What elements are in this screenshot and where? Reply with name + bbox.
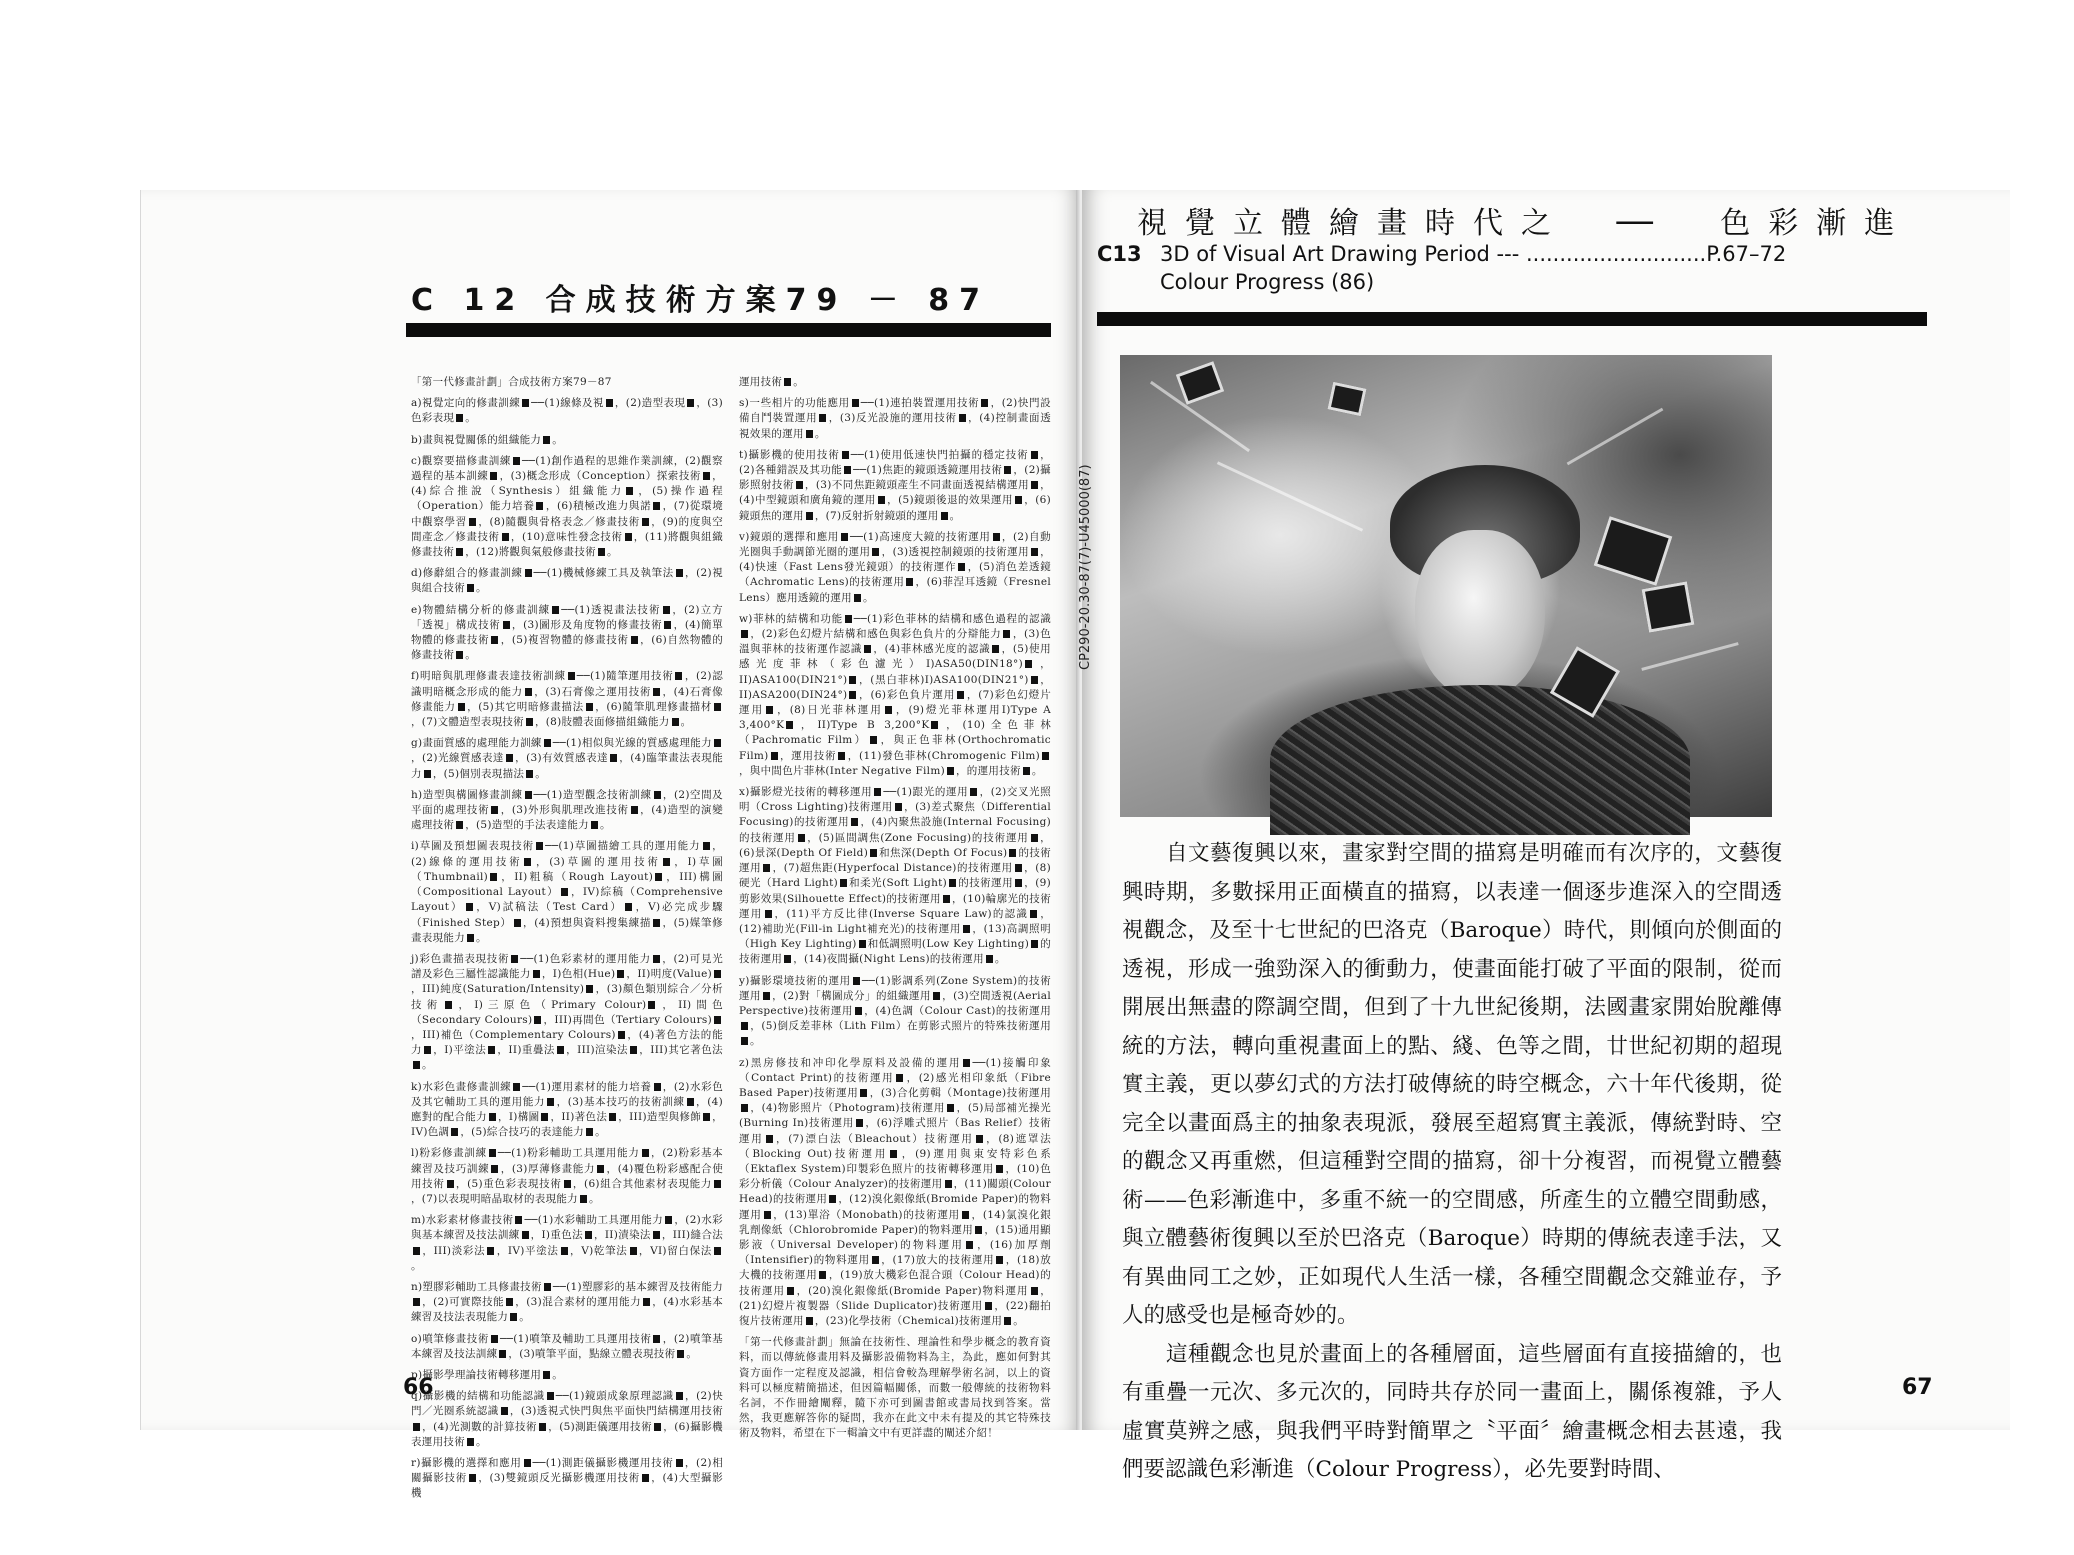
column-paragraph: t)攝影機的使用技術 ──(1)使用低速快門拍攝的穩定技術 ，(2)各種錯誤及其功能 ──(1)焦距的鏡頭透鏡運用技術 ，(2)攝影照射技術 ，(3)不同焦距鏡頭產生不同畫面透視結構運用 ，(4)中型鏡頭和廣角鏡的運用 ，(5)鏡頭後退的效果運用 ，(6)鏡頭焦的運用 ，(7)反射折射鏡頭的運用 。 (739, 448, 1051, 522)
column-paragraph: 「第一代修畫計劃」合成技術方案79－87 (411, 376, 612, 388)
column-paragraph: f)明暗與肌理修畫表達技術訓練 ──(1)隨筆運用技術 ，(2)認識明暗概念形成的能力 ，(3)石膏像之運用技術 ，(4)石膏像修畫能力 ，(5)其它明暗修畫描法 ，(6)隨筆肌理修畫描材，(7)文體造型表現技術 ，(8)肢體表面修描組織能力 。 (411, 670, 724, 729)
book-spread (140, 190, 2010, 1500)
chinese-title (1137, 198, 1947, 242)
vertical-code: CP290-20.30-87(7)-U45000(87) (1078, 464, 1093, 670)
chinese-title-main: 視覺立體繪畫時代之 (1137, 206, 1569, 241)
column-paragraph: v)鏡頭的選擇和應用 ──(1)高速度大鏡的技術運用 ，(2)自動光圈與手動調節光圈的運用 ，(3)透視控制鏡頭的技術運用 ，(4)快速（Fast Lens發光鏡頭）的技術運作 ，(5)消色差透鏡（Achromatic Lens)的技術運用 ，(6)菲涅耳透鏡（Fresnel Lens）應用透鏡的運用 。 (739, 530, 1051, 604)
column-paragraph: i)草圖及預想圖表現技術 ──(1)草圖描繪工具的運用能力 ，(2)線條的運用技術 ，(3)草圖的運用技術 ，I)草圖（Thumbnail) ，II)粗稿（Rough Layout) ，III)構圖（Compositional Layout） ，IV)綜稿（Comprehensive Layout） ，V)試稿法（Test Card） ，V)必完成步驟（Finished Step） ，(4)預想與資料搜集練描 ，(5)媒筆修畫表現能力 。 (411, 840, 723, 944)
column-paragraph: l)粉彩修畫訓練 ──(1)粉彩輔助工具運用能力 ，(2)粉彩基本練習及技巧訓練 ，(3)厚薄修畫能力 ，(4)覆色粉彩感配合使用技術 ，(5)重色彩表現技術 ，(6)組合其他素材表現能力，(7)以表現明暗晶取材的表現能力 。 (411, 1147, 724, 1205)
article-paragraph: 自文藝復興以來，畫家對空間的描寫是明確而有次序的，文藝復興時期，多數採用正面橫直的描寫，以表達一個逐步進深入的空間透視觀念，及至十七世紀的巴洛克（Baroque）時代，則傾向於側面的透視，形成一強勁深入的衝動力，使畫面能打破了平面的限制，從而開展出無盡的際調空間，但到了十九世紀後期，法國畫家開始脫離傳統的方法，轉向重視畫面上的點、綫、色等之間，廿世紀初期的超現實主義，更以夢幻式的方法打破傳統的時空概念，六十年代後期，從完全以畫面爲主的抽象表現派，發展至超寫實主義派，傳統對時、空的觀念又再重燃，但這種對空間的描寫，卻十分複習，而視覺立體藝術——色彩漸進中，多重不統一的空間感，所產生的立體空間動感，與立體藝術復興以至於巴洛克（Baroque）時期的傳統表達手法，又有異曲同工之妙，正如現代人生活一樣，各種空間觀念交雜並存，予人的感受也是極奇妙的。 (1122, 841, 1782, 1328)
chinese-title-sub: 色彩漸進 (1720, 206, 1913, 241)
title-dash: ── (1616, 206, 1653, 241)
column-paragraph: j)彩色畫描表現技術 ──(1)色彩素材的運用能力 ，(2)可見光譜及彩色三屬性認識能力 ，I)色相(Hue) ，II)明度(Value)，III)純度(Saturation/Intensity) ，(3)顏色類別綜合／分析技術 ，I)三原色（Primary Colour) ，II)間色（Secondary Colours) ，III)再間色（Tertiary Colours)，III)補色（Complementary Colours) ，(4)著色方法的能力 ，I)平塗法 ，II)重疊法 ，III)渲染法 ，III)其它著色法。 (411, 952, 723, 1072)
column-paragraph: 運用技術 。 (739, 376, 805, 388)
column-paragraph: y)攝影環境技術的運用 ──(1)影調系列(Zone System)的技術運用 ，(2)對「構圖成分」的組織運用 ，(3)空間透視(Aerial Perspective)技術運用 ，(4)色調（Colour Cast)的技術運用，(5)倒反差菲林（Lith Film）在剪影式照片的特殊技術運用。 (739, 974, 1051, 1048)
column-paragraph: h)造型與構圖修畫訓練 ──(1)造型觀念技術訓練 ，(2)空間及平面的處理技術 ，(3)外形與肌理改進技術 ，(4)造型的演變處理技術 ，(5)造型的手法表達能力 。 (411, 788, 723, 832)
column-paragraph: n)塑膠彩輔助工具修畫技術 ──(1)塑膠彩的基本練習及技術能力，(2)可實際技能 ，(3)混合素材的運用能力 ，(4)水彩基本練習及技法表現能力 。 (411, 1280, 723, 1324)
column-paragraph: g)畫面質感的處理能力訓練 ──(1)相似與光線的質感處理能力，(2)光線質感表達 ，(3)有效質感表達 ，(4)臨筆畫法表現能力 ，(5)個別表現描法 。 (411, 737, 724, 780)
english-title-line1: 3D of Visual Art Drawing Period --- ...........................P.67–72 (1160, 242, 1787, 266)
column-paragraph: r)攝影機的選擇和應用 ──(1)測距儀攝影機運用技術 ，(2)相關攝影技術 ，(3)雙鏡頭反光攝影機運用技術 ，(4)大型攝影機 (411, 1457, 723, 1500)
english-title-line2: Colour Progress (86) (1160, 270, 1375, 294)
article-body (1122, 835, 1782, 1490)
column-paragraph: a)視覺定向的修畫訓練 ──(1)線條及視 ，(2)造型表現 ，(3)色彩表現 。 (411, 397, 724, 425)
column-paragraph: m)水彩素材修畫技術 ──(1)水彩輔助工具運用能力 ，(2)水彩與基本練習及技法訓練 ，I)重色法 ，II)漬染法 ，III)縫合法，III)淡彩法 ，IV)平塗法 ，V)乾筆法 ，VI)留白保法。 (411, 1214, 723, 1272)
header-rule (406, 323, 1051, 337)
column-paragraph: x)攝影燈光技術的轉移運用 ──(1)跟光的運用 ，(2)交叉光照明（Cross Lighting)技術運用 ，(3)差式聚焦（Differential Focusing)的技術運用 ，(4)內聚焦設施(Internal Focusing)的技術運用 ，(5)區間調焦(Zone Focusing)的技術運用 ，(6)景深(Depth Of Field) 和焦深(Depth Of Focus) 的技術運用 ，(7)超焦距(Hyperfocal Distance)的技術運用 ，(8)硬光（Hard Light) 和柔光(Soft Light) 的技術運用 ，(9)剪影效果(Silhouette Effect)的技術運用 ，(10)輪廓光的技術運用 ，(11)平方反比律(Inverse Square Law)的認識 ，(12)補助光(Fill-in Light補充光)的技術運用 ，(13)高調照明（High Key Lighting) 和低調照明(Low Key Lighting) 的技術運用 ，(14)夜間攝(Night Lens)的技術運用 。 (739, 786, 1052, 966)
column-paragraph: k)水彩色畫修畫訓練 ──(1)運用素材的能力培養 ，(2)水彩色及其它輔助工具的運用能力 ，(3)基本技巧的技術訓練 ，(4)應對的配合能力 ，I)構圖 ，II)著色法 ，III)造型與修飾 ，IV)色調 ，(5)綜合技巧的表達能力 。 (411, 1080, 723, 1139)
column-paragraph: c)觀察要描修畫訓練 ──(1)創作過程的思維作業訓練，(2)觀察過程的基本訓練 ，(3)概念形成（Conception）探索技術 ，(4)綜合推說（Synthesis）組織能力 ，(5)操作過程（Operation）能力培養 ，(6)積極改進力與諾 ，(7)從環境中觀察學習 ，(8)隨觀與骨格表念／修畫技術 ，(9)的度與空間產念／修畫技術 ，(10)意味性發念技術 ，(11)將觀與組織修畫技術 ，(12)將觀與氣般修畫技術 。 (411, 454, 723, 559)
column-paragraph: s)一些相片的功能應用 ──(1)連拍裝置運用技術 ，(2)快門設備自鬥裝置運用 ，(3)反光設施的運用技術 ，(4)控制畫面透視效果的運用 。 (739, 397, 1051, 440)
text-column-2 (739, 375, 1052, 1440)
artwork-photo (1120, 355, 1772, 817)
column-paragraph: d)修辭組合的修畫訓練 ──(1)機械修練工具及執筆法 ，(2)視與組合技術 。 (411, 567, 723, 595)
right-page (1078, 190, 2010, 1482)
column-paragraph: w)菲林的結構和功能 ──(1)彩色菲林的結構和感色過程的認識，(2)彩色幻燈片結構和感色與彩色負片的分辯能力 ，(3)色溫與菲林的技術運作認識 ，(4)菲林感光度的認識 ，(5)使用感光度菲林（彩色濾光）I)ASA50(DIN18°) ，II)ASA100(DIN21°) ，(黑白菲林)I)ASA100(DIN21°) ，II)ASA200(DIN24°) ，(6)彩色負片運用 ，(7)彩色幻燈片運用 ，(8)日光菲林運用 ，(9)燈光菲林運用I)Type A 3,400°K ，II)Type B 3,200°K ，(10)全色菲林（Pachromatic Film） ，與正色菲林(Orthochromatic Film) ，運用技術 ，(11)發色菲林(Chromogenic Film)，與中間色片菲林(Inter Negative Film) ，的運用技術 。 (739, 612, 1052, 777)
article-paragraph: 這種觀念也見於畫面上的各種層面，這些層面有直接描繪的，也有重疊一元次、多元次的，同時共存於同一畫面上，關係複雜，予人虛實莫辨之感，與我們平時對簡單之〝平面〞繪畫概念相去甚遠，我們要認識色彩漸進（Colour Progress），必先要對時間、 (1122, 1341, 1782, 1482)
article-code: C13 (1097, 242, 1142, 266)
column-paragraph: z)黑房修技和冲印化學原料及設備的運用 ──(1)接觸印象（Contact Print)的技術運用 ，(2)感光相印象紙（Fibre Based Paper)技術運用 ，(3)合化剪輯（Montage)技術運用，(4)物影照片（Photogram)技術運用 ，(5)局部補光操光(Burning In)技術運用 ，(6)浮雕式照片（Bas Relief）技術運用 ，(7)漂白法（Bleachout）技術運用 ，(8)遮罩法（Blocking Out)技術運用 ，(9)運用與東安特彩色系（Ektaflex System)印製彩色照片的技術轉移運用 ，(10)色彩分析儀（Colour Analyzer)的技術運用 ，(11)關頭(Colour Head)的技術運用 ，(12)溴化銀像紙(Bromide Paper)的物料運用 ，(13)單浴（Monobath)的技術運用 ，(14)氯溴化銀乳劑像紙（Chlorobromide Paper)的物料運用 ，(15)通用顯影液（Universal Developer)的物料運用 ，(16)加厚劑（Intensifier)的物料運用 ，(17)放大的技術運用 ，(18)放大機的技術運用 ，(19)放大機彩色混合頭（Colour Head)的技術運用 ，(20)溴化銀像紙(Bromide Paper)物料運用 ，(21)幻燈片複製器（Slide Duplicator)技術運用 ，(22)翻拍復片技術運用 ，(23)化學技術（Chemical)技術運用 。 (739, 1056, 1052, 1327)
column-paragraph: b)畫與視覺關係的組織能力 。 (411, 433, 564, 446)
column-paragraph: o)噴筆修畫技術 ──(1)噴筆及輔助工具運用技術 ，(2)噴筆基本練習及技法訓練 ，(3)噴筆平面，點線立體表現技術 。 (411, 1332, 723, 1360)
column-paragraph: e)物體結構分析的修畫訓練 ──(1)透視畫法技術 ，(2)立方「透視」構成技術 ，(3)圖形及角度物的修畫技術 ，(4)簡單物體的修畫技術 ，(5)複習物體的修畫技術 ，(6)自然物體的修畫技術 。 (411, 603, 723, 662)
left-page (140, 190, 1081, 1500)
column-paragraph: q)攝影機的結構和功能認識 ──(1)鏡頭成象原理認識 ，(2)快門／光圈系統認識 ，(3)透視式快門與焦平面快門結構運用技術，(4)光測數的計算技術 ，(5)測距儀運用技術 ，(6)攝影機表運用技術 。 (411, 1390, 724, 1448)
header-rule-right (1097, 312, 1927, 326)
page-number-right: 67 (1902, 1375, 1933, 1400)
column-paragraph: p)攝影學理論技術轉移運用 。 (411, 1368, 564, 1381)
left-page-header: C 12 合成技術方案79 － 87 (411, 283, 991, 318)
page-number-left: 66 (403, 1375, 434, 1400)
column-paragraph: 「第一代修畫計劃」無論在技術性、理論性和學步概念的教育資料，而以傳統修畫用料及攝影設備物料為主，為此，應如何對其資方面作一定程度及認識，相信會較為理解學術名詞，以上的資料可以極度精簡描述，但因篇幅關係，而數一般傳統的技術物料名詞，不作冊繪闡釋，隨下亦可到圖書館或書局找到答案。當然，我更應解答你的疑問，我亦在此文中未有提及的其它特殊技術及物料，希望在下一輯論文中有更詳盡的闡述介紹！ (739, 1336, 1051, 1440)
